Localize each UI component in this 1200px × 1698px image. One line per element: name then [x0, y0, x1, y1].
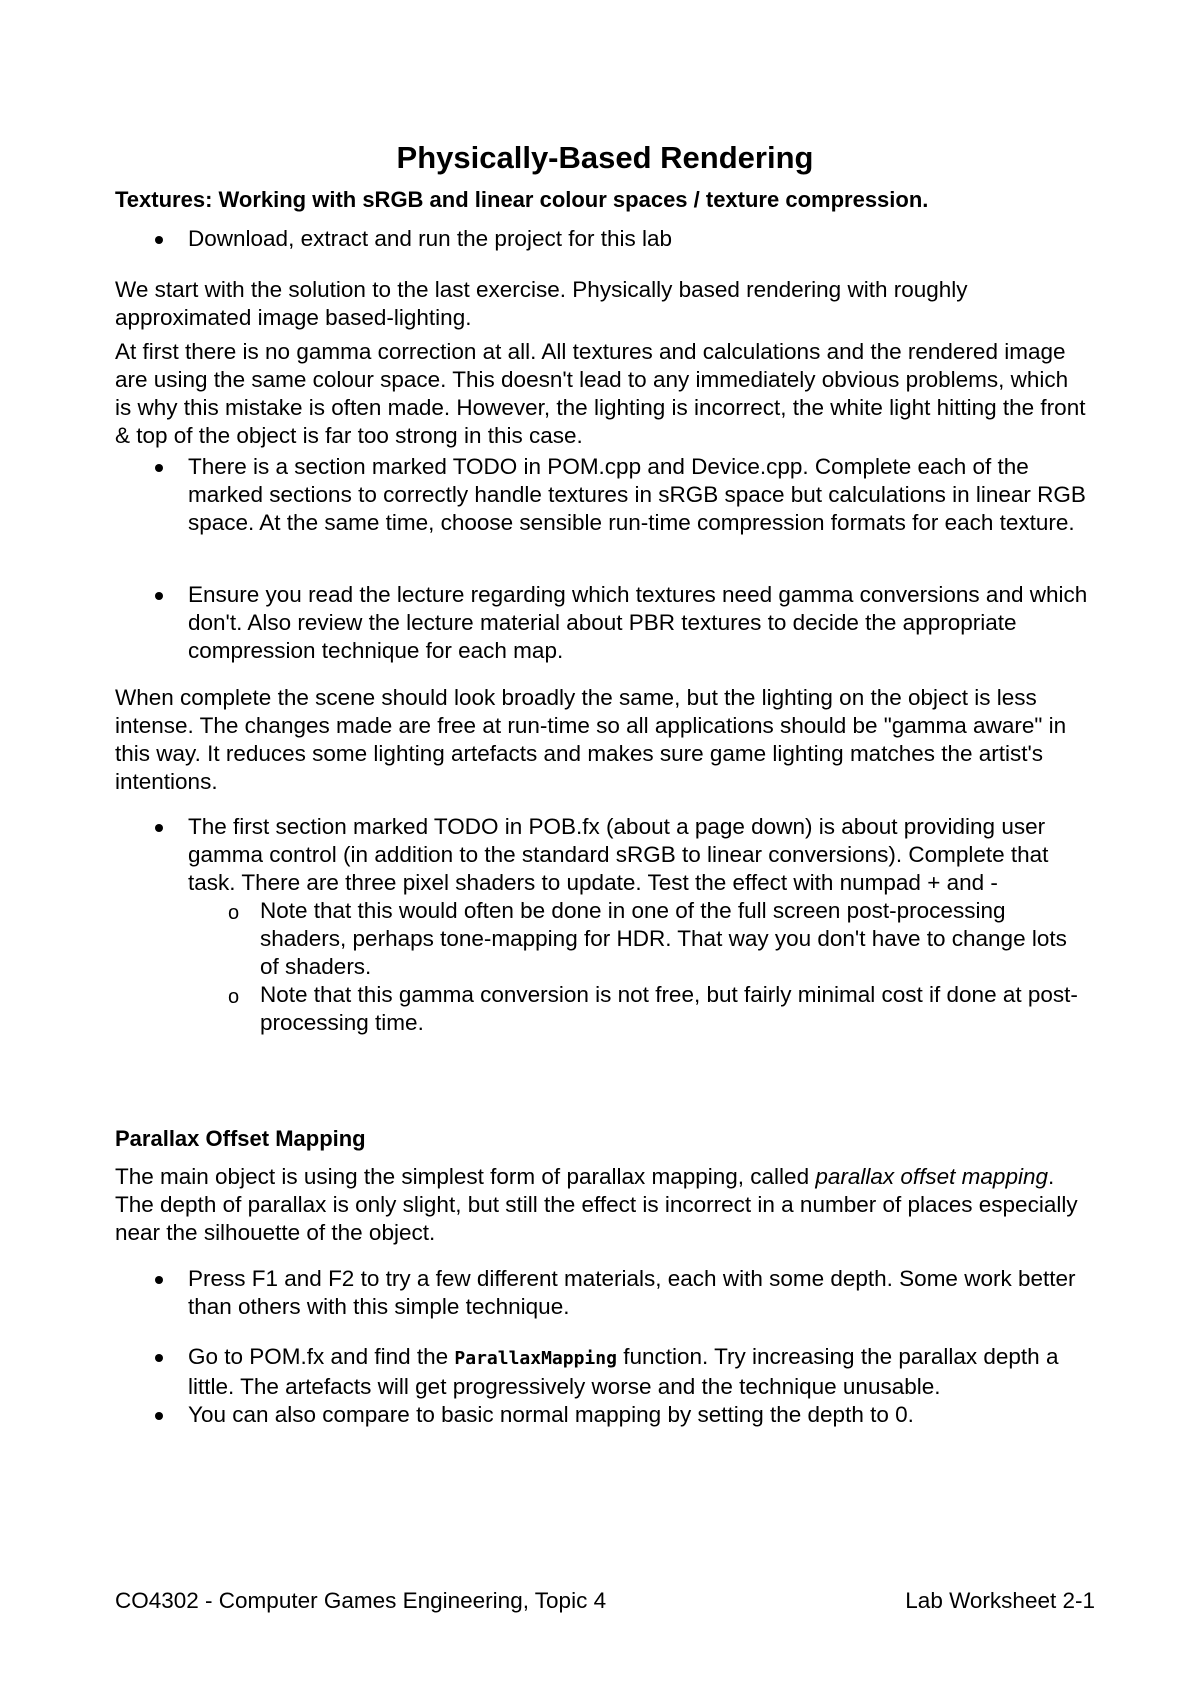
sub-bullet-icon: o [228, 902, 240, 924]
paragraph: We start with the solution to the last exercise. Physically based rendering with roughly approximated image based-lighting. [115, 277, 968, 330]
bullet-list [115, 225, 1095, 253]
bullet-icon [155, 824, 163, 832]
list-item-text: You can also compare to basic normal mapping by setting the depth to 0. [188, 1402, 914, 1427]
paragraph [115, 1163, 1090, 1247]
section-heading-textures: Textures: Working with sRGB and linear colour spaces / texture compression. [115, 187, 929, 212]
bullet-icon [155, 1276, 163, 1284]
list-item [115, 453, 1088, 537]
list-item [115, 1343, 1088, 1401]
page-title: Physically-Based Rendering [396, 140, 814, 175]
bullet-list [115, 813, 1095, 1037]
sub-list-item [188, 897, 1090, 981]
list-item [115, 581, 1088, 665]
list-item [115, 1265, 1088, 1321]
bullet-icon [155, 1412, 163, 1420]
bullet-icon [155, 1354, 163, 1362]
list-item-text: Press F1 and F2 to try a few different materials, each with some depth. Some work better than others with this simple technique. [188, 1266, 1076, 1319]
list-item-text: function. Try increasing the parallax depth a little. The artefacts will get progressively worse and the technique unusable. [188, 1344, 1059, 1399]
list-item [115, 1401, 1088, 1429]
bullet-list [115, 1265, 1095, 1321]
document-page [115, 0, 1095, 1698]
sub-list-item [188, 981, 1090, 1037]
footer-course: CO4302 - Computer Games Engineering, Topic 4 [115, 1588, 607, 1613]
paragraph: When complete the scene should look broadly the same, but the lighting on the object is less intense. The changes made are free at run-time so all applications should be "gamma aware" in this way. It reduces some lighting artefacts and makes sure game lighting matches the artist's intentions. [115, 685, 1067, 794]
footer-worksheet: Lab Worksheet 2-1 [905, 1588, 1095, 1613]
list-item-text: Go to POM.fx and find the [188, 1344, 455, 1369]
inline-code: ParallaxMapping [454, 1348, 617, 1369]
list-item-text: The first section marked TODO in POB.fx (about a page down) is about providing user gamma control (in addition to the standard sRGB to linear conversions). Complete that task. There are three pixel shaders to update. Test the effect with numpad + and - [188, 814, 1049, 895]
bullet-icon [155, 236, 163, 244]
bullet-list [115, 1343, 1095, 1429]
bullet-list [115, 581, 1095, 665]
sub-bullet-icon: o [228, 986, 240, 1008]
list-item [115, 813, 1088, 1037]
bullet-icon [155, 592, 163, 600]
list-item-text: Download, extract and run the project for this lab [188, 226, 673, 251]
paragraph: At first there is no gamma correction at all. All textures and calculations and the rendered image are using the same colour space. This doesn't lead to any immediately obvious problems, which is why this mistake is often made. However, the lighting is incorrect, the white light hitting the front & top of the object is far too strong in this case. [115, 339, 1086, 448]
sub-list-item-text: Note that this gamma conversion is not free, but fairly minimal cost if done at post-processing time. [260, 982, 1078, 1035]
bullet-list [115, 453, 1095, 537]
section-heading-parallax: Parallax Offset Mapping [115, 1126, 366, 1151]
sub-list-item-text: Note that this would often be done in one of the full screen post-processing shaders, perhaps tone-mapping for HDR. That way you don't have to change lots of shaders. [260, 898, 1067, 979]
sub-bullet-list [188, 897, 1088, 1037]
list-item [115, 225, 1088, 253]
text-run: . The depth of parallax is only slight, but still the effect is incorrect in a number of places especially near the silhouette of the object. [115, 1164, 1078, 1245]
list-item-text: Ensure you read the lecture regarding which textures need gamma conversions and which don't. Also review the lecture material about PBR textures to decide the appropriate compression technique for each map. [188, 582, 1088, 663]
emphasis-text: parallax offset mapping [815, 1164, 1048, 1189]
text-run: The main object is using the simplest form of parallax mapping, called [115, 1164, 816, 1189]
list-item-text: There is a section marked TODO in POM.cpp and Device.cpp. Complete each of the marked sections to correctly handle textures in sRGB space but calculations in linear RGB space. At the same time, choose sensible run-time compression formats for each texture. [188, 454, 1086, 535]
bullet-icon [155, 464, 163, 472]
